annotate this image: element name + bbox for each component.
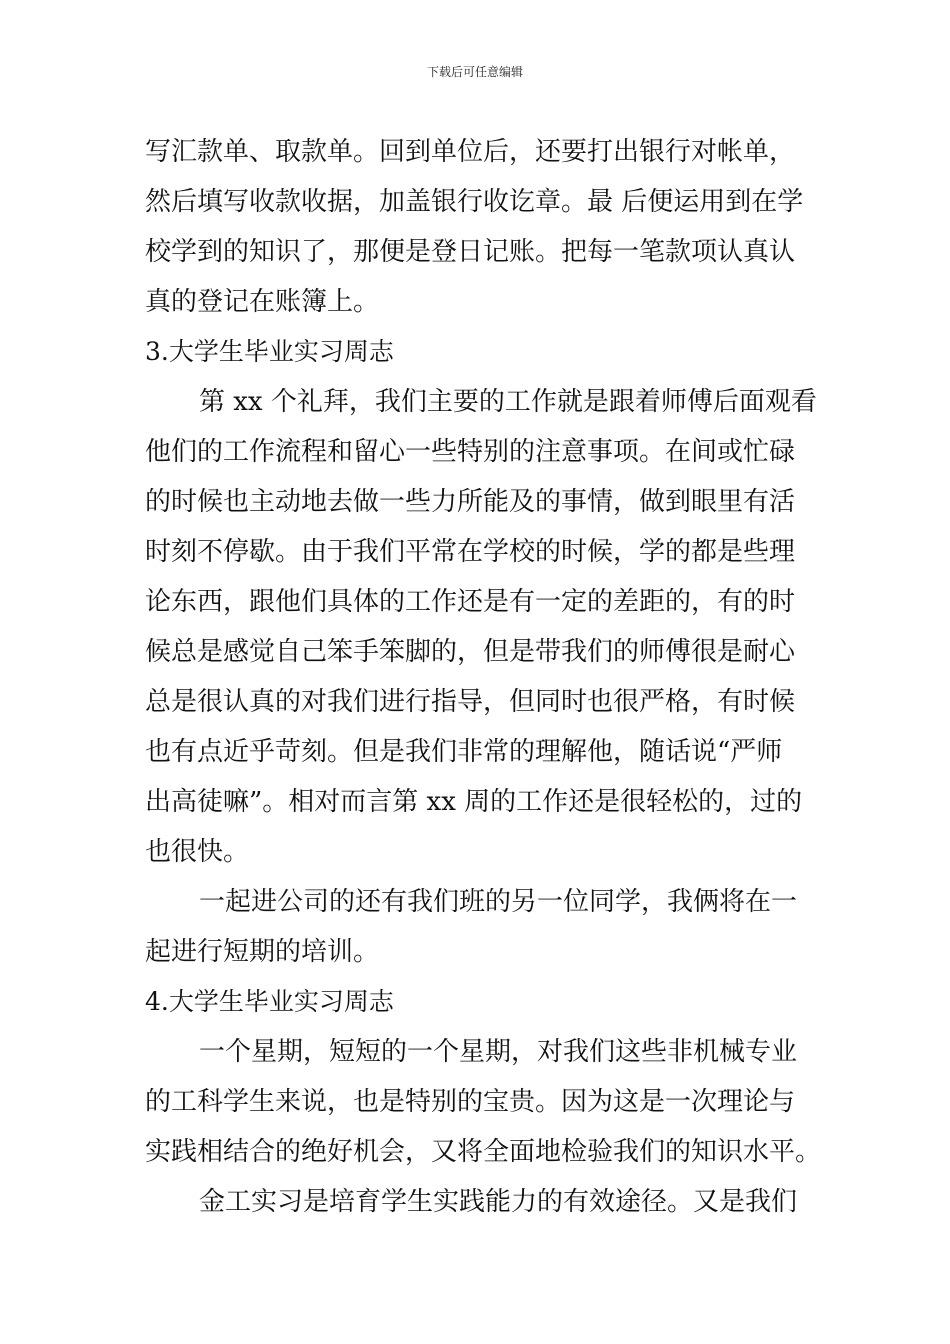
text-line: 实践相结合的绝好机会，又将全面地检验我们的知识水平。 (145, 1137, 822, 1167)
text-line: 真的登记在账簿上。 (145, 287, 380, 317)
paragraph-first-line: 一个星期，短短的一个星期，对我们这些非机械专业 (199, 1037, 798, 1067)
section-heading: 4.大学生毕业实习周志 (145, 987, 394, 1016)
text-line: 时刻不停歇。由于我们平常在学校的时候，学的都是些理 (145, 537, 796, 567)
page-header: 下载后可任意编辑 (426, 65, 523, 79)
text-line: 论东西，跟他们具体的工作还是有一定的差距的，有的时 (145, 587, 796, 617)
paragraph-first-line: 第 xx 个礼拜，我们主要的工作就是跟着师傅后面观看 (199, 387, 817, 417)
text-line: 起进行短期的培训。 (145, 937, 380, 967)
text-line: 也有点近乎苛刻。但是我们非常的理解他，随话说“严师 (145, 737, 783, 767)
section-heading: 3.大学生毕业实习周志 (145, 337, 394, 366)
text-line: 校学到的知识了，那便是登日记账。把每一笔款项认真认 (145, 237, 796, 267)
text-line: 写汇款单、取款单。回到单位后，还要打出银行对帐单， (145, 137, 796, 167)
paragraph-first-line: 一起进公司的还有我们班的另一位同学，我俩将在一 (199, 887, 798, 917)
text-line: 他们的工作流程和留心一些特别的注意事项。在间或忙碌 (145, 437, 796, 467)
text-line: 候总是感觉自己笨手笨脚的，但是带我们的师傅很是耐心 (145, 637, 796, 667)
paragraph-first-line: 金工实习是培育学生实践能力的有效途径。又是我们 (199, 1187, 798, 1217)
text-line: 的工科学生来说，也是特别的宝贵。因为这是一次理论与 (145, 1087, 796, 1117)
text-line: 的时候也主动地去做一些力所能及的事情，做到眼里有活 (145, 487, 796, 517)
text-line: 总是很认真的对我们进行指导，但同时也很严格，有时候 (145, 687, 796, 717)
text-line: 出高徒嘛”。相对而言第 xx 周的工作还是很轻松的，过的 (145, 787, 803, 817)
document-body (145, 127, 822, 1227)
text-line: 然后填写收款收据，加盖银行收讫章。最 后便运用到在学 (145, 187, 804, 217)
text-line: 也很快。 (145, 837, 250, 867)
